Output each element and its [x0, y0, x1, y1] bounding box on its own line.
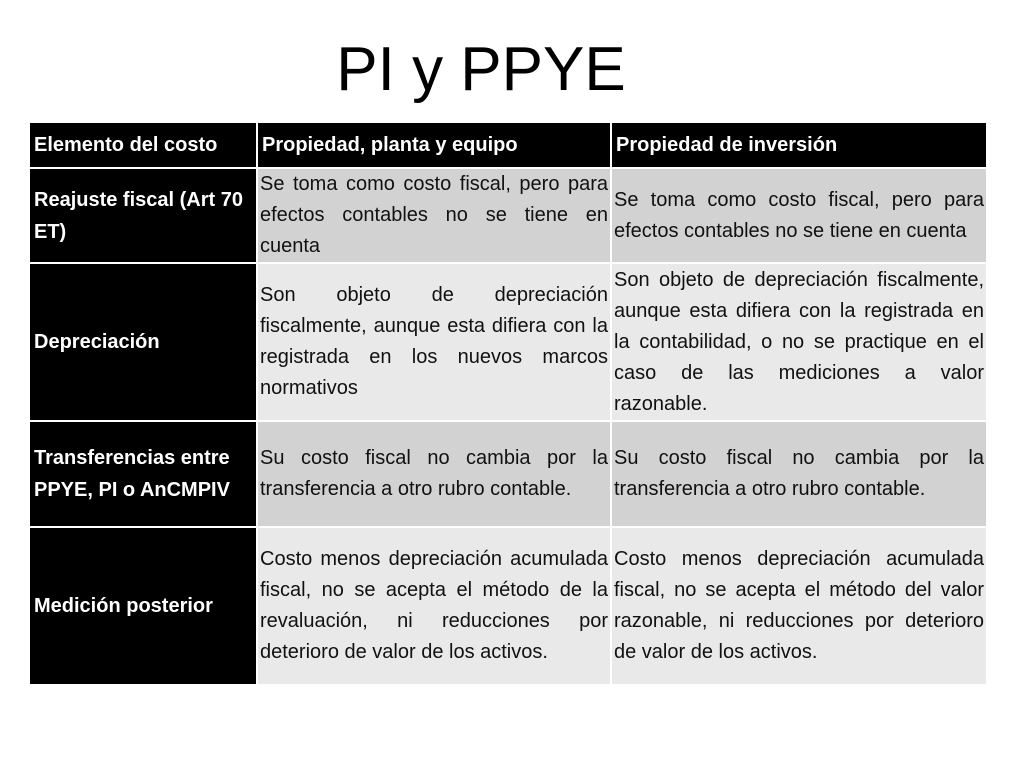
header-ppye: Propiedad, planta y equipo [258, 123, 610, 167]
ppye-cell: Costo menos depreciación acumulada fiscal, no se acepta el método de la revaluación, ni reducciones por deterioro de valor de los activos. [258, 528, 610, 684]
row-label: Transferencias entre PPYE, PI o AnCMPIV [30, 422, 256, 526]
row-label: Depreciación [30, 264, 256, 420]
row-label: Reajuste fiscal (Art 70 ET) [30, 169, 256, 262]
header-element: Elemento del costo [30, 123, 256, 167]
ppye-cell: Son objeto de depreciación fiscalmente, aunque esta difiera con la registrada en los nuevos marcos normativos [258, 264, 610, 420]
ppye-cell: Su costo fiscal no cambia por la transferencia a otro rubro contable. [258, 422, 610, 526]
pi-cell: Se toma como costo fiscal, pero para efectos contables no se tiene en cuenta [612, 169, 986, 262]
comparison-table [28, 121, 988, 686]
table-row [30, 422, 986, 526]
slide-title: PI y PPYE [336, 35, 626, 104]
header-pi: Propiedad de inversión [612, 123, 986, 167]
ppye-cell: Se toma como costo fiscal, pero para efectos contables no se tiene en cuenta [258, 169, 610, 262]
pi-cell: Su costo fiscal no cambia por la transferencia a otro rubro contable. [612, 422, 986, 526]
table-row [30, 528, 986, 684]
row-label: Medición posterior [30, 528, 256, 684]
pi-cell: Son objeto de depreciación fiscalmente, aunque esta difiera con la registrada en la contabilidad, o no se practique en el caso de las mediciones a valor razonable. [612, 264, 986, 420]
pi-cell: Costo menos depreciación acumulada fiscal, no se acepta el método del valor razonable, ni reducciones por deterioro de valor de los activos. [612, 528, 986, 684]
table-header-row [30, 123, 986, 167]
table-row [30, 169, 986, 262]
table-row [30, 264, 986, 420]
